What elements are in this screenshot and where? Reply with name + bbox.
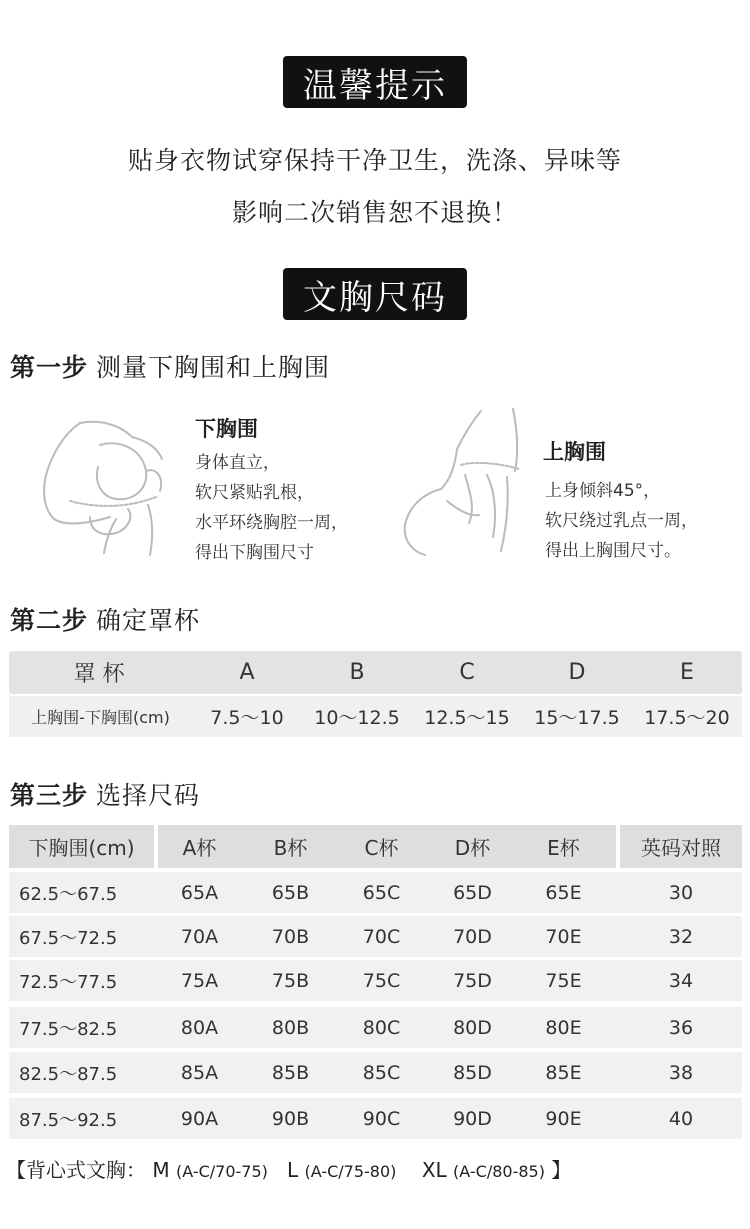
size-header-underbust: 下胸围(cm) — [28, 836, 135, 860]
size-cell-e: 85E — [545, 1061, 582, 1084]
size-cell-e: 90E — [545, 1107, 582, 1130]
footnote-range-m: (A-C/70-75) — [175, 1162, 268, 1181]
footnote-bracket-close: 】 — [551, 1158, 572, 1182]
vest-bra-footnote — [6, 1154, 571, 1183]
size-header-uk: 英码对照 — [641, 836, 721, 860]
size-cell-c: 70C — [362, 925, 401, 948]
size-header-a: A杯 — [182, 836, 217, 860]
size-header-d: D杯 — [454, 836, 491, 860]
size-cell-b: 70B — [271, 925, 310, 948]
size-cell-e: 65E — [545, 881, 582, 904]
size-cell-c: 80C — [362, 1016, 401, 1039]
size-cell-uk: 32 — [668, 925, 694, 948]
size-cell-uk: 34 — [668, 969, 694, 992]
underbust-line-3: 水平环绕胸腔一周， — [195, 513, 348, 533]
size-cell-a: 65A — [180, 881, 219, 904]
footnote-size-xl: XL — [421, 1158, 447, 1182]
cup-range-a: 7.5～10 — [210, 707, 284, 729]
size-header-e: E杯 — [547, 836, 580, 860]
underbust-measure-illustration — [30, 405, 190, 565]
step3-title: 选择尺码 — [96, 781, 201, 810]
cup-header-e: E — [680, 660, 694, 685]
step3-heading — [10, 776, 200, 812]
step2-lead: 第二步 — [10, 606, 89, 635]
size-cell-underbust: 67.5～72.5 — [19, 927, 118, 949]
size-cell-underbust: 77.5～82.5 — [19, 1018, 118, 1040]
step3-lead: 第三步 — [10, 781, 89, 810]
notice-line-2: 影响二次销售恕不退换！ — [231, 198, 518, 227]
size-cell-b: 80B — [271, 1016, 310, 1039]
cup-range-c: 12.5～15 — [424, 707, 510, 729]
footnote-range-xl: (A-C/80-85) — [453, 1162, 545, 1181]
overbust-line-2: 软尺绕过乳点一周， — [545, 511, 698, 531]
size-cell-a: 75A — [180, 969, 219, 992]
cup-header-c: C — [459, 660, 475, 685]
size-cell-d: 85D — [453, 1061, 492, 1084]
notice-line-1: 贴身衣物试穿保持干净卫生，洗涤、异味等 — [127, 146, 622, 175]
overbust-line-1: 上身倾斜45°， — [545, 481, 661, 501]
size-cell-underbust: 62.5～67.5 — [19, 883, 118, 905]
step1-title: 测量下胸围和上胸围 — [96, 353, 331, 382]
footnote-label: 背心式文胸： — [26, 1158, 146, 1182]
size-cell-d: 90D — [453, 1107, 492, 1130]
underbust-line-4: 得出下胸围尺寸 — [195, 543, 314, 563]
size-cell-b: 90B — [271, 1107, 310, 1130]
footnote-bracket-open: 【 — [6, 1158, 26, 1182]
step1-heading — [10, 348, 330, 384]
size-cell-e: 80E — [545, 1016, 582, 1039]
size-cell-underbust: 82.5～87.5 — [19, 1063, 118, 1085]
size-cell-d: 65D — [453, 881, 492, 904]
size-cell-c: 75C — [362, 969, 401, 992]
size-cell-d: 75D — [453, 969, 492, 992]
size-cell-b: 65B — [271, 881, 310, 904]
size-cell-b: 75B — [271, 969, 310, 992]
footnote-size-l: L — [286, 1158, 299, 1182]
size-cell-underbust: 72.5～77.5 — [19, 971, 118, 993]
size-header-b: B杯 — [273, 836, 308, 860]
size-cell-e: 75E — [545, 969, 582, 992]
size-cell-c: 65C — [362, 881, 401, 904]
underbust-line-1: 身体直立， — [195, 453, 280, 473]
cup-range-e: 17.5～20 — [644, 707, 730, 729]
size-cell-d: 70D — [453, 925, 492, 948]
overbust-measure-illustration — [395, 405, 535, 565]
cup-range-b: 10～12.5 — [314, 707, 400, 729]
size-cell-c: 85C — [362, 1061, 401, 1084]
footnote-range-l: (A-C/75-80) — [304, 1162, 397, 1181]
overbust-title: 上胸围 — [543, 440, 606, 464]
size-cell-c: 90C — [362, 1107, 401, 1130]
step2-heading — [10, 601, 200, 637]
size-cell-a: 85A — [180, 1061, 219, 1084]
size-cell-uk: 36 — [668, 1016, 694, 1039]
underbust-title: 下胸围 — [195, 417, 258, 441]
cup-header-b: B — [349, 660, 365, 685]
step1-lead: 第一步 — [10, 353, 89, 382]
size-cell-a: 90A — [180, 1107, 219, 1130]
size-header-c: C杯 — [364, 836, 399, 860]
size-cell-d: 80D — [453, 1016, 492, 1039]
cup-range-d: 15～17.5 — [534, 707, 620, 729]
size-cell-uk: 38 — [668, 1061, 694, 1084]
size-cell-e: 70E — [545, 925, 582, 948]
size-cell-underbust: 87.5～92.5 — [19, 1109, 118, 1131]
cup-header-label: 罩 杯 — [73, 662, 125, 687]
footnote-size-m: M — [152, 1158, 170, 1182]
notice-banner: 温馨提示 — [283, 56, 467, 108]
size-cell-uk: 30 — [668, 881, 694, 904]
cup-header-d: D — [568, 660, 586, 685]
overbust-line-3: 得出上胸围尺寸。 — [545, 541, 681, 561]
cup-row-label: 上胸围-下胸围(cm) — [31, 708, 170, 727]
size-cell-a: 80A — [180, 1016, 219, 1039]
underbust-line-2: 软尺紧贴乳根， — [195, 483, 314, 503]
size-cell-uk: 40 — [668, 1107, 694, 1130]
size-guide-banner: 文胸尺码 — [283, 268, 467, 320]
cup-header-a: A — [239, 660, 255, 685]
size-cell-b: 85B — [271, 1061, 310, 1084]
step2-title: 确定罩杯 — [96, 606, 201, 635]
size-cell-a: 70A — [180, 925, 219, 948]
